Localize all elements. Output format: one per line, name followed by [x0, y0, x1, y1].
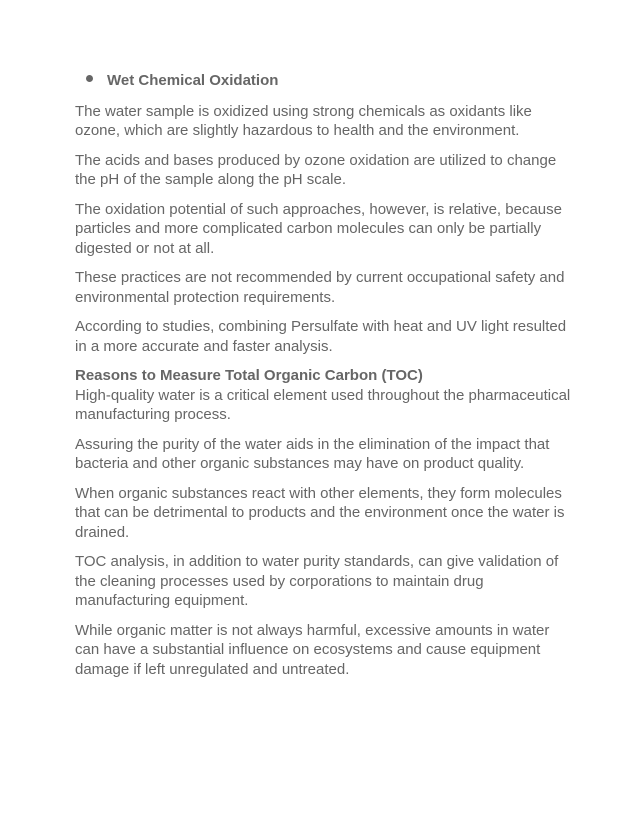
section-heading: Reasons to Measure Total Organic Carbon (TOC): [75, 367, 423, 384]
paragraph: According to studies, combining Persulfate with heat and UV light resulted in a more accurate and faster analysis.: [75, 318, 567, 355]
paragraph: TOC analysis, in addition to water purity standards, can give validation of the cleaning processes used by corporations to maintain drug manufacturing equipment.: [75, 553, 559, 609]
paragraph: Assuring the purity of the water aids in the elimination of the impact that bacteria and other organic substances may have on product quality.: [75, 435, 550, 472]
paragraph: While organic matter is not always harmful, excessive amounts in water can have a substantial influence on ecosystems and cause equipment damage if left unregulated and untreated.: [75, 621, 550, 678]
bullet-dot-icon: [86, 75, 93, 82]
paragraph: High-quality water is a critical element used throughout the pharmaceutical manufacturing process.: [75, 386, 571, 423]
paragraph: The water sample is oxidized using strong chemicals as oxidants like ozone, which are slightly hazardous to health and the environment.: [75, 102, 532, 139]
document-content: [75, 71, 575, 689]
paragraph: The acids and bases produced by ozone oxidation are utilized to change the pH of the sample along the pH scale.: [75, 151, 557, 188]
paragraph: When organic substances react with other elements, they form molecules that can be detrimental to products and the environment once the water is drained.: [75, 484, 565, 541]
bullet-item-wet-chemical-oxidation: [86, 71, 575, 91]
paragraph: These practices are not recommended by current occupational safety and environmental protection requirements.: [75, 269, 565, 306]
paragraph: The oxidation potential of such approaches, however, is relative, because particles and more complicated carbon molecules can only be partially digested or not at all.: [75, 200, 562, 257]
bullet-title: Wet Chemical Oxidation: [107, 72, 279, 89]
